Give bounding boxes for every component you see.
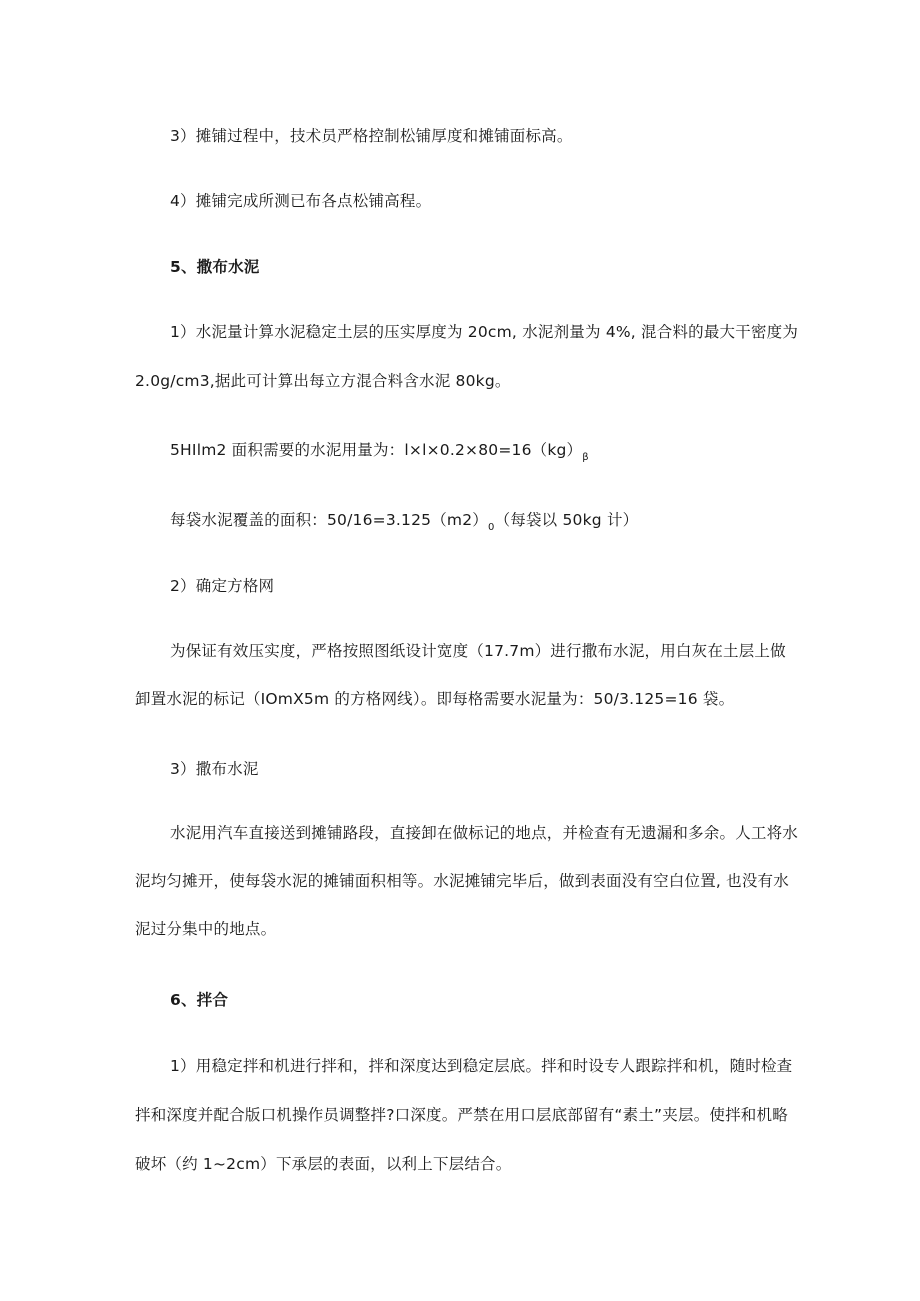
sub-1-line-2: 2.0g/cm3,据此可计算出每立方混合料含水泥 80kg。 — [135, 372, 511, 390]
grid-paragraph-line-1: 为保证有效压实度，严格按照图纸设计宽度（17.7m）进行撒布水泥，用白灰在土层上做 — [170, 642, 786, 660]
formula-2-line — [170, 509, 638, 534]
formula-1-subscript: β — [582, 452, 589, 463]
mix-paragraph-line-1: 1）用稳定拌和机进行拌和，拌和深度达到稳定层底。拌和时设专人跟踪拌和机，随时检查 — [170, 1057, 793, 1075]
step-4-paragraph: 4）摊铺完成所测已布各点松铺高程。 — [170, 192, 432, 210]
section-5-heading: 5、撒布水泥 — [170, 258, 260, 276]
mix-paragraph-line-2: 拌和深度并配合版口机操作员调整拌?口深度。严禁在用口层底部留有“素土”夹层。使拌和机略 — [135, 1106, 788, 1124]
grid-paragraph-line-2: 卸置水泥的标记（IOmX5m 的方格网线）。即每格需要水泥量为：50/3.125=16 袋。 — [135, 690, 735, 708]
formula-2-tail: （每袋以 50kg 计） — [494, 511, 639, 529]
step-3-paragraph: 3）摊铺过程中，技术员严格控制松铺厚度和摊铺面标高。 — [170, 127, 573, 145]
sub-2-heading: 2）确定方格网 — [170, 577, 275, 595]
formula-2-subscript: 0 — [488, 522, 495, 533]
sub-1-line-1: 1）水泥量计算水泥稳定土层的压实厚度为 20cm, 水泥剂量为 4%, 混合料的最大干密度为 — [170, 323, 799, 341]
formula-1-main: 5HIlm2 面积需要的水泥用量为：l×l×0.2×80=16（kg） — [170, 441, 583, 459]
spread-paragraph-line-3: 泥过分集中的地点。 — [135, 920, 277, 938]
spread-paragraph-line-2: 泥均匀摊开，使每袋水泥的摊铺面积相等。水泥摊铺完毕后，做到表面没有空白位置, 也没有水 — [135, 872, 789, 890]
formula-2-main: 每袋水泥覆盖的面积：50/16=3.125（m2） — [170, 511, 488, 529]
spread-paragraph-line-1: 水泥用汽车直接送到摊铺路段，直接卸在做标记的地点，并检查有无遗漏和多余。人工将水 — [170, 824, 799, 842]
formula-1-line — [170, 439, 589, 464]
sub-3-heading: 3）撒布水泥 — [170, 760, 259, 778]
mix-paragraph-line-3: 破坏（约 1~2cm）下承层的表面，以利上下层结合。 — [135, 1155, 512, 1173]
section-6-heading: 6、拌合 — [170, 991, 229, 1009]
